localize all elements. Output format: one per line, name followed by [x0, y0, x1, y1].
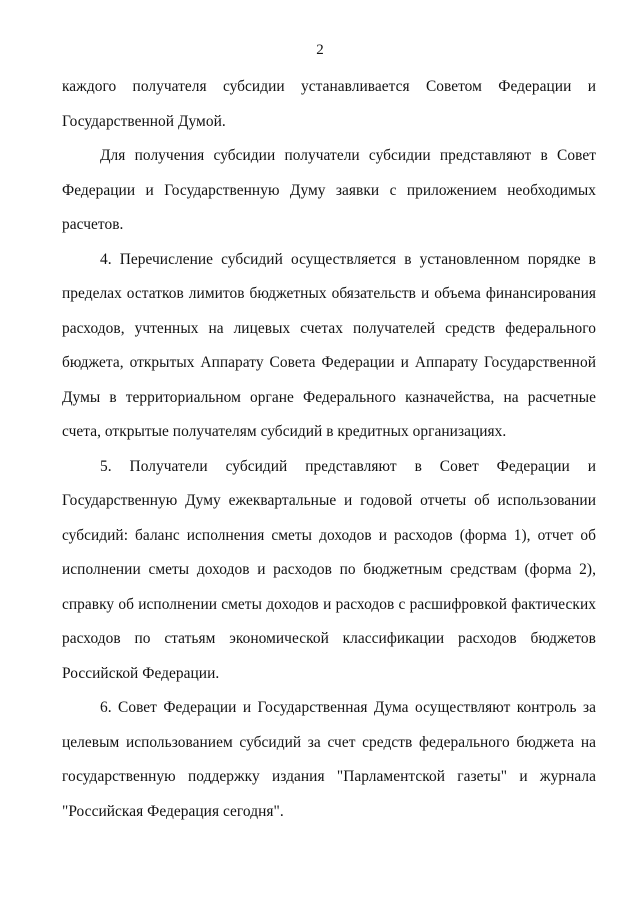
- paragraph-continuation: каждого получателя субсидии устанавливается Советом Федерации и Государственной Думой.: [62, 78, 596, 130]
- paragraph-item-6: 6. Совет Федерации и Государственная Дума осуществляют контроль за целевым использованием субсидий за счет средств федерального бюджета на государственную поддержку издания "Парламентской газеты" и журнала "Российская Федерация сегодня".: [62, 699, 596, 820]
- paragraph-item-4: 4. Перечисление субсидий осуществляется в установленном порядке в пределах остатков лимитов бюджетных обязательств и объема финансирования расходов, учтенных на лицевых счетах получателей средств федерального бюджета, открытых Аппарату Совета Федерации и Аппарату Государственной Думы в территориальном органе Федерального казначейства, на расчетные счета, открытые получателям субсидий в кредитных организациях.: [62, 250, 596, 440]
- paragraph-application: Для получения субсидии получатели субсидии представляют в Совет Федерации и Государственную Думу заявки с приложением необходимых расчетов.: [62, 147, 596, 233]
- document-body: [62, 70, 596, 829]
- page-number: 2: [316, 42, 324, 58]
- paragraph-item-5: 5. Получатели субсидий представляют в Совет Федерации и Государственную Думу ежеквартальные и годовой отчеты об использовании субсидий: баланс исполнения сметы доходов и расходов (форма 1), отчет об исполнении сметы доходов и расходов по бюджетным средствам (форма 2), справку об исполнении сметы доходов и расходов с расшифровкой фактических расходов по статьям экономической классификации расходов бюджетов Российской Федерации.: [62, 457, 596, 682]
